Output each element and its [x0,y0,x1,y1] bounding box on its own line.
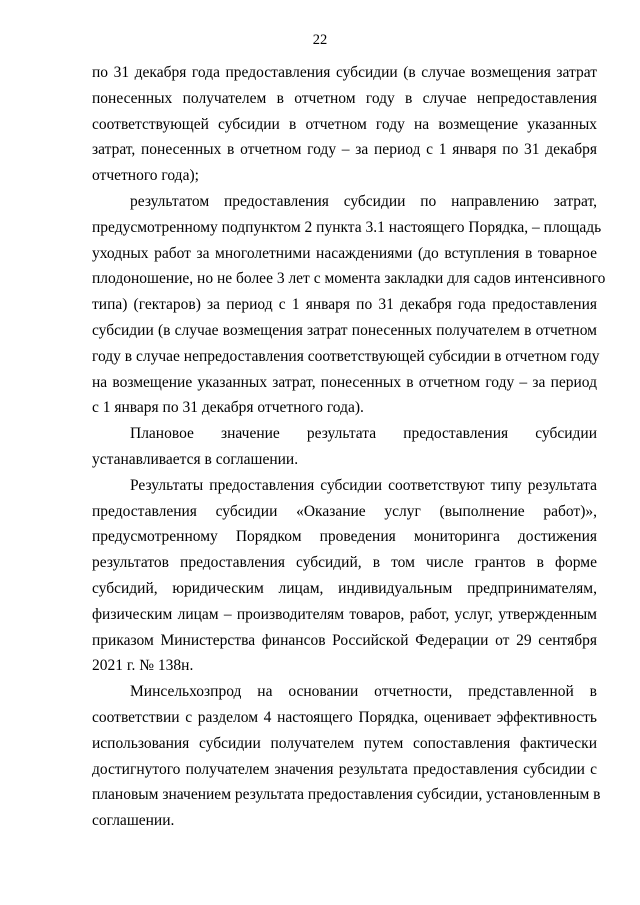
text-line: приказом Министерства финансов Российской Федерации от 29 сентября [92,631,597,649]
text-line: использования субсидии получателем путем сопоставления фактически [92,734,597,752]
text-line: результатом предоставления субсидии по направлению затрат, [130,192,597,210]
paragraph-result-area [92,189,606,421]
text-line: соглашении. [92,812,175,830]
text-line: уходных работ за многолетними насаждениями (до вступления в товарное [92,244,597,262]
text-line: физическим лицам – производителям товаров, работ, услуг, утвержденным [92,605,597,623]
text-line: 2021 г. № 138н. [92,657,194,675]
text-line: году в случае непредоставления соответствующей субсидии в отчетном году [92,347,600,365]
text-line: отчетного года); [92,167,199,185]
text-line: субсидий, юридическим лицам, индивидуальным предпринимателям, [92,579,597,597]
text-line: на возмещение указанных затрат, понесенных в отчетном году – за период [92,373,597,391]
document-body [92,60,606,834]
text-line: устанавливается в соглашении. [92,450,299,468]
text-line: плановым значением результата предоставления субсидии, установленным в [92,786,601,804]
text-line: предоставления субсидии «Оказание услуг (выполнение работ)», [92,502,597,520]
paragraph-planned-value [92,421,597,473]
paragraph-efficiency-assessment [92,679,601,834]
paragraph-1-continuation [92,60,597,189]
page-number: 22 [312,32,328,48]
text-line: типа) (гектаров) за период с 1 января по 31 декабря года предоставления [92,296,597,314]
text-line: достигнутого получателем значения результата предоставления субсидии с [92,760,597,778]
text-line: по 31 декабря года предоставления субсидии (в случае возмещения затрат [92,64,597,81]
text-line: результатов предоставления субсидий, в том числе грантов в форме [92,554,597,572]
text-line: соответствующей субсидии в отчетном году на возмещение указанных [92,115,597,133]
text-line: предусмотренному Порядком проведения мониторинга достижения [92,528,597,546]
paragraph-result-type [92,473,597,679]
text-line: затрат, понесенных в отчетном году – за период с 1 января по 31 декабря [92,141,597,159]
text-line: Результаты предоставления субсидии соответствуют типу результата [130,476,597,494]
text-line: Минсельхозпрод на основании отчетности, представленной в [130,683,597,701]
text-line: субсидии (в случае возмещения затрат понесенных получателем в отчетном [92,321,597,339]
text-line: понесенных получателем в отчетном году в случае непредоставления [92,89,597,107]
text-line: соответствии с разделом 4 настоящего Порядка, оценивает эффективность [92,708,597,726]
text-line: предусмотренному подпунктом 2 пункта 3.1 настоящего Порядка, – площадь [92,218,602,236]
text-line: Плановое значение результата предоставления субсидии [130,425,597,443]
text-line: с 1 января по 31 декабря отчетного года). [92,399,364,417]
text-line: плодоношение, но не более 3 лет с момента закладки для садов интенсивного [92,270,606,288]
